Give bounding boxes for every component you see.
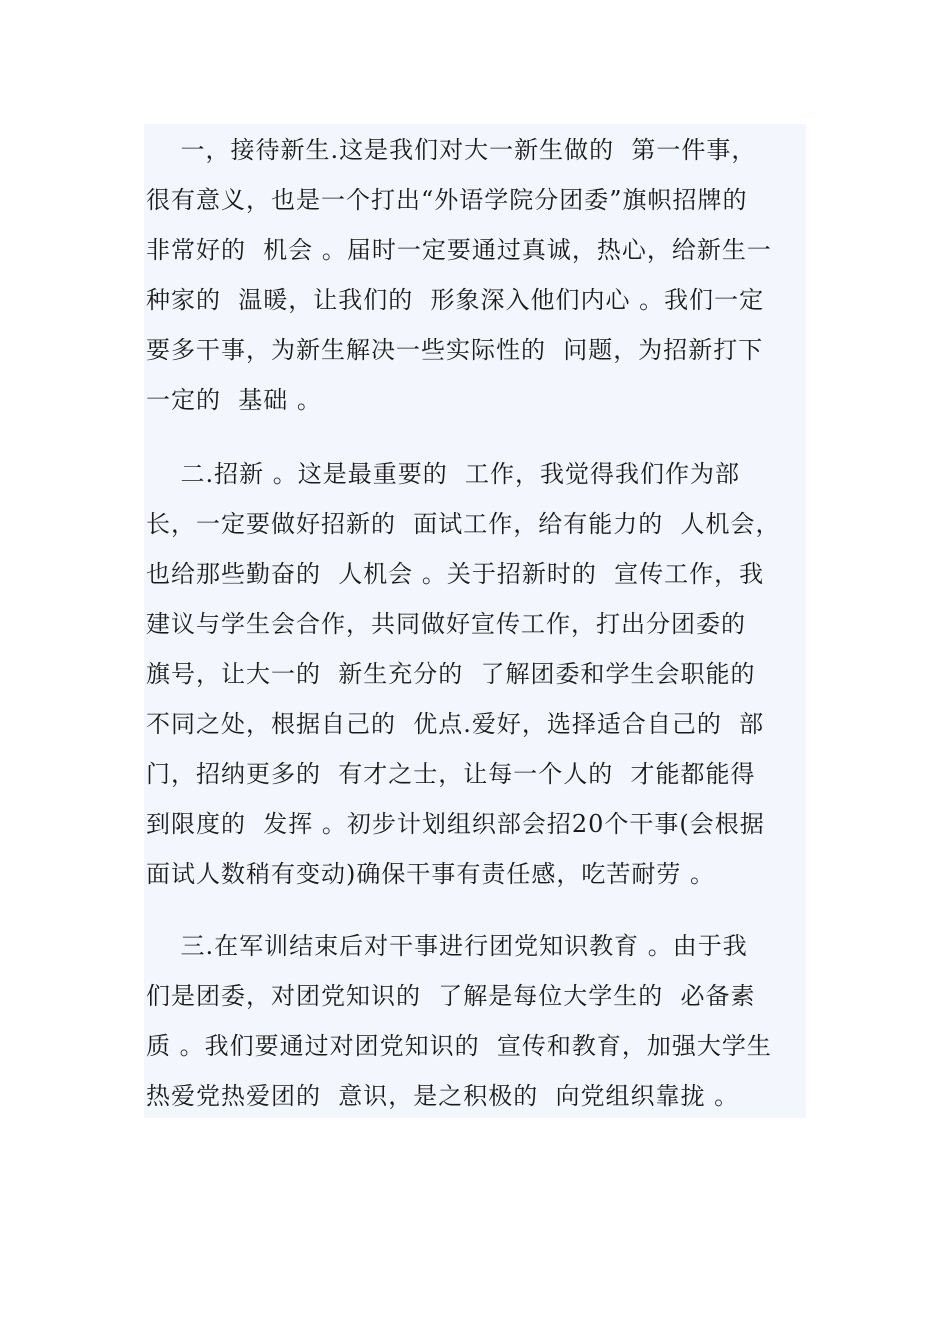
paragraph-line: 门，招纳更多的 有才之士，让每一个人的 才能都能得 <box>146 760 756 788</box>
paragraph-line: 二.招新 。这是最重要的 工作，我觉得我们作为部 <box>146 460 741 488</box>
paragraph-line: 要多干事，为新生解决一些实际性的 问题，为招新打下 <box>146 336 764 364</box>
paragraph-line: 不同之处，根据自己的 优点.爱好，选择适合自己的 部 <box>146 710 765 738</box>
text-block <box>144 124 806 1118</box>
paragraph-line: 种家的 温暖，让我们的 形象深入他们内心 。我们一定 <box>146 286 765 314</box>
paragraph-line: 一定的 基础 。 <box>146 386 322 414</box>
paragraph-line: 一，接待新生.这是我们对大一新生做的 第一件事， <box>146 136 757 164</box>
paragraph-line: 们是团委，对团党知识的 了解是每位大学生的 必备素 <box>146 982 756 1010</box>
paragraph-line: 面试人数稍有变动)确保干事有责任感，吃苦耐劳 。 <box>146 860 715 888</box>
paragraph-line: 三.在军训结束后对干事进行团党知识教育 。由于我 <box>146 932 748 960</box>
paragraph-line: 质 。我们要通过对团党知识的 宣传和教育，加强大学生 <box>146 1032 772 1060</box>
paragraph-line: 非常好的 机会 。届时一定要通过真诚，热心，给新生一 <box>146 236 772 264</box>
paragraph-line: 建议与学生会合作，共同做好宣传工作，打出分团委的 <box>146 610 746 638</box>
paragraph-line: 到限度的 发挥 。初步计划组织部会招20个干事(会根据 <box>146 810 765 838</box>
paragraph-line: 旗号，让大一的 新生充分的 了解团委和学生会职能的 <box>146 660 756 688</box>
paragraph-line: 也给那些勤奋的 人机会 。关于招新时的 宣传工作，我 <box>146 560 765 588</box>
paragraph-line: 很有意义，也是一个打出“外语学院分团委”旗帜招牌的 <box>146 186 748 214</box>
paragraph-line: 热爱党热爱团的 意识，是之积极的 向党组织靠拢 。 <box>146 1082 740 1110</box>
paragraph-line: 长，一定要做好招新的 面试工作，给有能力的 人机会， <box>146 510 781 538</box>
